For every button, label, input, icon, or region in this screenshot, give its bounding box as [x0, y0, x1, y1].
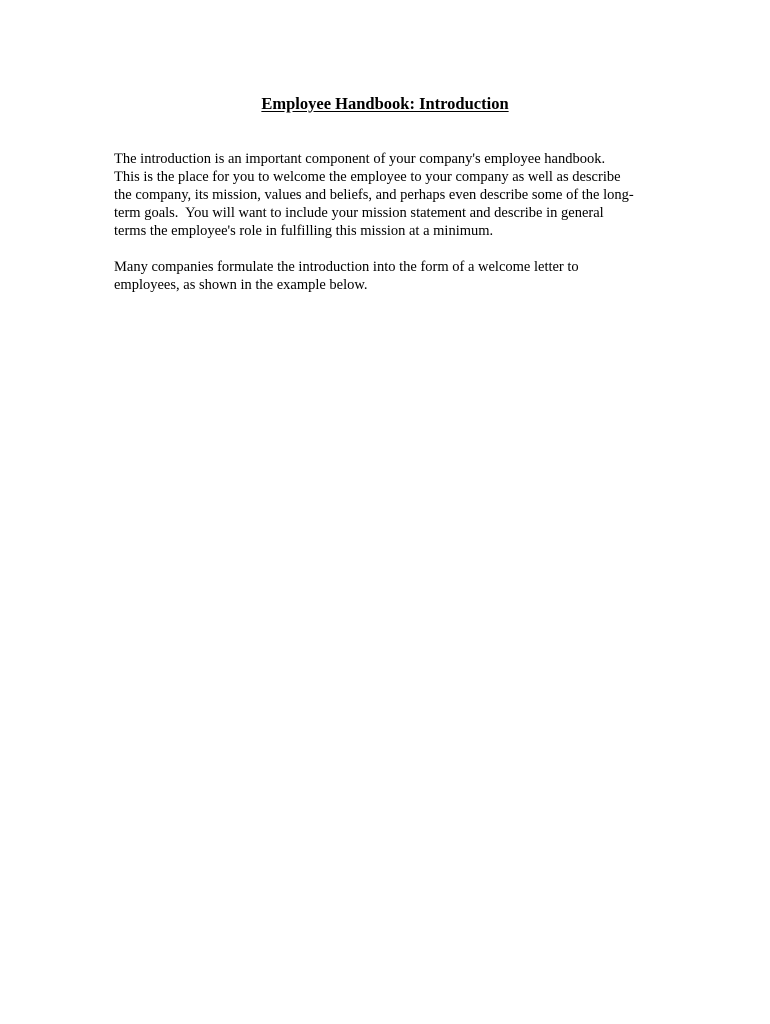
paragraph-line: The introduction is an important component of your company's employee handbook. — [114, 151, 606, 167]
paragraph-line: Many companies formulate the introduction into the form of a welcome letter to — [114, 259, 579, 275]
paragraph-welcome-letter — [114, 258, 674, 294]
paragraph-line: employees, as shown in the example below. — [114, 277, 368, 293]
document-title: Employee Handbook: Introduction — [261, 94, 509, 113]
paragraph-line: the company, its mission, values and beliefs, and perhaps even describe some of the long- — [114, 187, 634, 203]
paragraph-line: term goals. You will want to include your mission statement and describe in general — [114, 205, 604, 221]
paragraph-line: terms the employee's role in fulfilling this mission at a minimum. — [114, 223, 494, 239]
paragraph-introduction — [114, 150, 674, 240]
paragraph-line: This is the place for you to welcome the employee to your company as well as describe — [114, 169, 621, 185]
